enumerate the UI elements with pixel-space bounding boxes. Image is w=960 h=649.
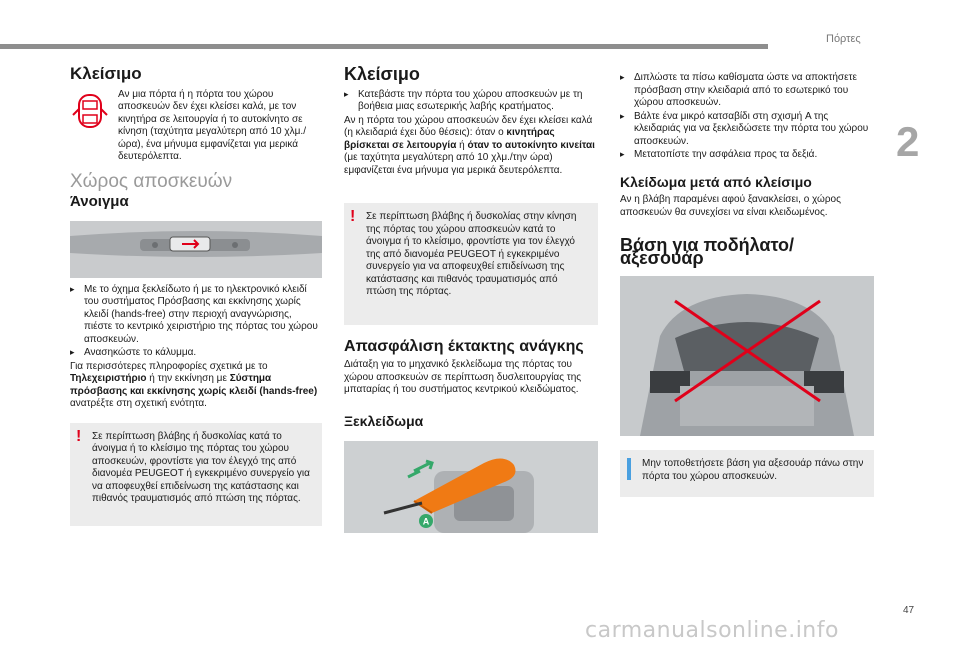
column-2 — [344, 64, 598, 533]
tailgate-handle-image — [70, 221, 322, 278]
header-rule — [0, 44, 768, 49]
door-alert — [70, 89, 322, 164]
list-item: ▸ Βάλτε ένα μικρό κατσαβίδι στη σχισμή A της κλειδαριάς για να ξεκλειδώσετε την πόρτα του χώρου αποσκευών. — [620, 110, 869, 147]
warning-box-2 — [344, 203, 598, 325]
info-icon — [627, 458, 631, 480]
heading-bike-rack: Βάση για ποδήλατο/αξεσουάρ — [620, 235, 795, 268]
reference-paragraph: Για περισσότερες πληροφορίες σχετικά με το Τηλεχειριστήριο ή την εκκίνηση με Σύστημα πρόσβασης και εκκίνησης χωρίς κλειδί (hands-free) ανατρέξτε στη σχετική ενότητα. — [70, 360, 318, 409]
paragraph-latch: Αν η πόρτα του χώρου αποσκευών δεν έχει κλείσει καλά (η κλειδαριά έχει δύο θέσεις): όταν ο κινητήρας βρίσκεται σε λειτουργία ή όταν το αυτοκίνητο κινείται (με ταχύτητα μεγαλύτερη από 10 χλμ./την ώρα) εμφανίζεται ένα μήνυμα για μερικά δευτερόλεπτα. — [344, 114, 595, 176]
open-door-warning-icon — [70, 89, 110, 131]
warning-icon: ! — [350, 208, 356, 225]
warning-box — [70, 423, 322, 526]
callout-a: A — [422, 516, 430, 527]
bike-rack-image — [620, 276, 874, 436]
warning-text: Σε περίπτωση βλάβης ή δυσκολίας κατά το άνοιγμα ή το κλείσιμο της πόρτας του χώρου αποσκευών, φροντίστε για τον έλεγχό της από διανομέα PEUGEOT ή εγκεκριμένο συνεργείο για να αποφευχθεί επιδείνωση της κατάστασης και πιθανός τραυματισμός από πτώση της πόρτας. — [92, 430, 310, 504]
heading-unlocking: Ξεκλείδωμα — [344, 412, 424, 429]
paragraph-locking: Αν η βλάβη παραμένει αφού ξανακλείσει, ο χώρος αποσκευών θα συνεχίσει να είναι κλειδωμένος. — [620, 194, 841, 218]
heading-boot: Χώρος αποσκευών — [70, 170, 233, 192]
page-number: 47 — [903, 605, 915, 616]
column-3 — [620, 72, 874, 497]
door-alert-text: Αν μια πόρτα ή η πόρτα του χώρου αποσκευών δεν έχει κλείσει καλά, με τον κινητήρα σε λειτουργία ή το αυτοκίνητο σε κίνηση (ταχύτητα μεγαλύτερη από 10 χλμ./ώρα), ένα μήνυμα εμφανίζεται για μερικά δευτερόλεπτα. — [118, 88, 306, 162]
heading-closing-2: Κλείσιμο — [344, 64, 420, 84]
emergency-unlock-image — [344, 441, 598, 533]
watermark: carmanualsonline.info — [585, 618, 839, 643]
heading-closing: Κλείσιμο — [70, 64, 142, 83]
list-item: ▸ Μετατοπίστε την ασφάλεια προς τα δεξιά. — [620, 149, 818, 160]
chapter-number: 2 — [896, 118, 920, 165]
heading-opening: Άνοιγμα — [70, 193, 129, 210]
list-item: ▸ Κατεβάστε την πόρτα του χώρου αποσκευών με τη βοήθεια μιας εσωτερικής λαβής κρατήματος. — [344, 88, 583, 112]
info-text: Μην τοποθετήσετε βάση για αξεσουάρ πάνω στην πόρτα του χώρου αποσκευών. — [642, 458, 864, 482]
info-box — [620, 450, 874, 497]
warning-text: Σε περίπτωση βλάβης ή δυσκολίας στην κίνηση της πόρτας του χώρου αποσκευών κατά το άνοιγμα ή το κλείσιμο, φροντίστε για τον έλεγχό της από διανομέα PEUGEOT ή εγκεκριμένο συνεργείο για να αποφευχθεί επιδείνωση της κατάστασης και πιθανός τραυματισμός από πτώση της πόρτας. — [366, 211, 577, 297]
list-item: ▸ Διπλώστε τα πίσω καθίσματα ώστε να αποκτήσετε πρόσβαση στην κλειδαριά από το εσωτερικό του χώρου αποσκευών. — [620, 72, 857, 108]
section-title: Πόρτες — [826, 33, 861, 45]
warning-icon: ! — [76, 427, 82, 445]
heading-emergency-release: Απασφάλιση έκτακτης ανάγκης — [344, 337, 584, 355]
heading-locking-after: Κλείδωμα μετά από κλείσιμο — [620, 173, 812, 190]
column-1 — [70, 64, 322, 526]
paragraph-emergency: Διάταξη για το μηχανικό ξεκλείδωμα της πόρτας του χώρου αποσκευών σε περίπτωση δυσλειτουργίας της μπαταρίας ή του συστήματος κεντρικού κλειδώματος. — [344, 359, 582, 395]
list-item: ▸ Ανασηκώστε το κάλυμμα. — [70, 347, 197, 358]
list-item: ▸ Με το όχημα ξεκλείδωτο ή με το ηλεκτρονικό κλειδί του συστήματος Πρόσβασης και εκκίνησης χωρίς κλειδί (hands-free) στην περιοχή αναγνώρισης, πιέστε το κεντρικό χειριστήριο της πόρτας του χώρου αποσκευών. — [70, 283, 318, 345]
